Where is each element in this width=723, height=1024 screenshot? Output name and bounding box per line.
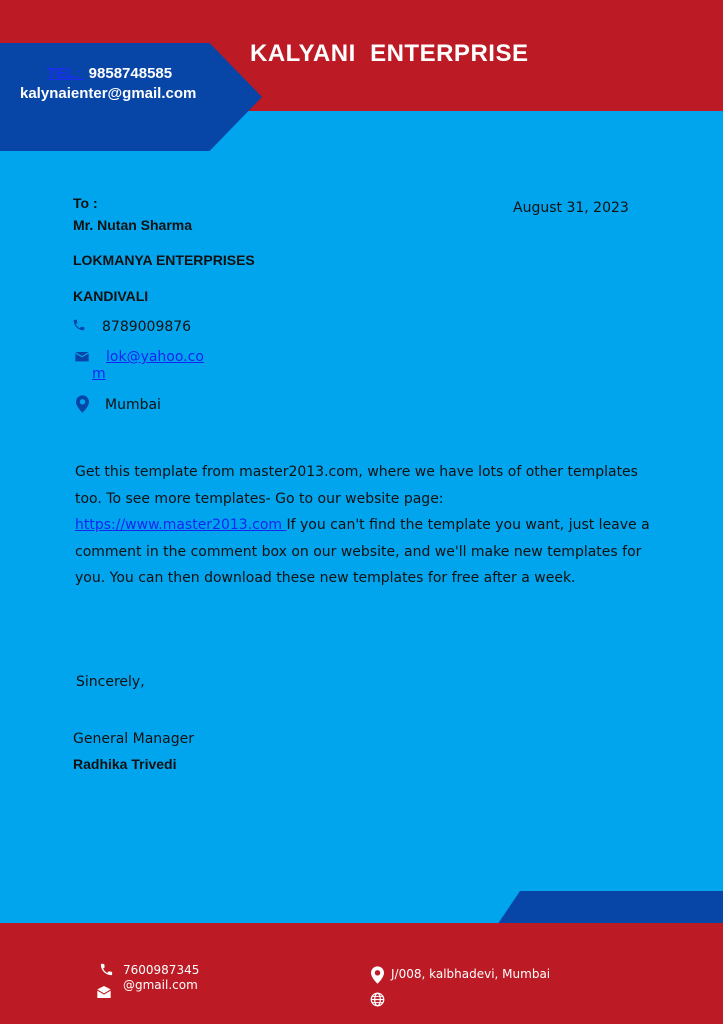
header-email: kalynaienter@gmail.com: [20, 85, 197, 102]
recipient-company: LOKMANYA ENTERPRISES: [73, 252, 255, 268]
recipient-phone: 8789009876: [102, 319, 192, 335]
recipient-city: Mumbai: [105, 397, 161, 413]
body-text-rest: If you can't find the template you want, just leave a comment in the comment box on our website, and we'll make new templates for you. You can then download these new templates for free after a week.: [75, 517, 650, 586]
location-pin-icon: [76, 395, 89, 413]
recipient-email-link[interactable]: lok@yahoo.co: [106, 349, 204, 365]
footer-phone: 7600987345: [123, 963, 200, 977]
closing-salutation: Sincerely,: [76, 674, 145, 690]
body-text-intro: Get this template from master2013.com, where we have lots of other templates too. To see more templates- Go to our website page:: [75, 464, 638, 507]
recipient-email-link-continued[interactable]: m: [92, 366, 106, 382]
tel-label-link[interactable]: TEL:: [47, 65, 85, 82]
footer-phone-icon: [99, 962, 114, 977]
tel-number: 9858748585: [84, 65, 173, 82]
company-name: KALYANI ENTERPRISE: [250, 40, 529, 67]
footer-location-pin-icon: [371, 966, 384, 984]
signer-name: Radhika Trivedi: [73, 756, 177, 772]
letter-date: August 31, 2023: [513, 200, 629, 216]
recipient-area: KANDIVALI: [73, 288, 149, 304]
globe-icon: [370, 992, 385, 1007]
mail-icon: [74, 349, 90, 363]
letter-body: [75, 459, 655, 592]
footer-email: @gmail.com: [123, 978, 198, 992]
signer-title: General Manager: [73, 731, 194, 747]
recipient-name: Mr. Nutan Sharma: [73, 217, 193, 233]
phone-icon: [72, 318, 86, 332]
to-label: To :: [73, 195, 98, 211]
website-link[interactable]: https://www.master2013.com: [75, 517, 287, 533]
footer-address: J/008, kalbhadevi, Mumbai: [391, 967, 551, 981]
footer-mail-icon: [96, 985, 112, 999]
header-tel: [47, 65, 172, 82]
